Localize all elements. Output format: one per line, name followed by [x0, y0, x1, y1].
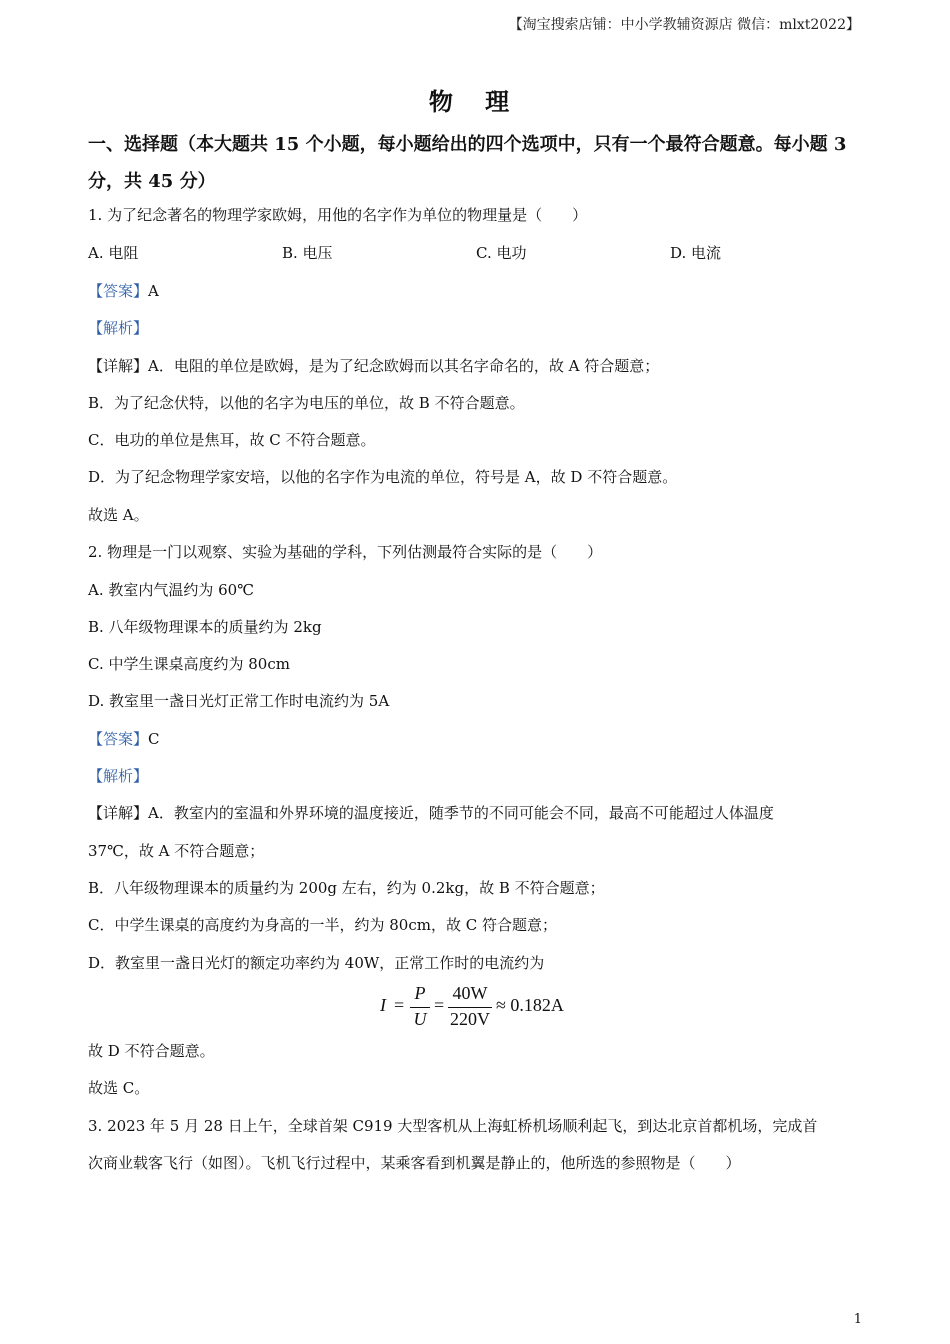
fraction-bar-2: [448, 1007, 492, 1008]
formula-denominator-1: U: [413, 1009, 427, 1029]
formula-equals-1: =: [394, 995, 405, 1015]
formula-numerator-1: P: [414, 983, 426, 1003]
q2-after-formula: 故 D 不符合题意。: [88, 1042, 215, 1060]
q2-option-a: A. 教室内气温约为 60℃: [88, 581, 255, 599]
page-number: 1: [853, 1312, 862, 1327]
q2-option-c: C. 中学生课桌高度约为 80cm: [88, 655, 290, 673]
answer-tag: 【答案】: [88, 282, 149, 300]
q1-stem: 1. 为了纪念著名的物理学家欧姆，用他的名字作为单位的物理量是（ ）: [88, 206, 588, 224]
page-title: 物 理: [428, 87, 522, 116]
detail-tag: 【详解】: [88, 357, 149, 375]
q1-option-a: A. 电阻: [88, 244, 139, 262]
q2-answer-value: C: [148, 730, 160, 748]
q1-answer: [88, 279, 868, 303]
q1-analysis-tag: 【解析】: [88, 319, 149, 337]
q2-option-b: B. 八年级物理课本的质量约为 2kg: [88, 618, 322, 636]
fraction-bar-1: [410, 1007, 430, 1008]
q2-analysis-tag: 【解析】: [88, 767, 149, 785]
q2-detail-1: [88, 801, 868, 825]
q1-detail-3: C．电功的单位是焦耳，故 C 不符合题意。: [88, 431, 376, 449]
q1-option-b: B. 电压: [282, 244, 333, 262]
section-heading: 一、选择题（本大题共 15 个小题，每小题给出的四个选项中，只有一个最符合题意。每小题 3 分，共 45 分）: [88, 134, 847, 192]
current-formula: [380, 983, 600, 1033]
q1-detail-text-1: A．电阻的单位是欧姆，是为了纪念欧姆而以其名字命名的，故 A 符合题意；: [148, 357, 660, 375]
q2-stem: 2. 物理是一门以观察、实验为基础的学科，下列估测最符合实际的是（ ）: [88, 543, 603, 561]
q2-answer: [88, 727, 868, 751]
q2-detail-4: C．中学生课桌的高度约为身高的一半，约为 80cm，故 C 符合题意；: [88, 916, 557, 934]
detail-tag: 【详解】: [88, 804, 149, 822]
q2-conclusion: 故选 C。: [88, 1079, 150, 1097]
q2-option-d: D. 教室里一盏日光灯正常工作时电流约为 5A: [88, 692, 390, 710]
q1-conclusion: 故选 A。: [88, 506, 149, 524]
formula-denominator-2: 220V: [450, 1009, 490, 1029]
formula-result: ≈ 0.182A: [496, 995, 564, 1015]
header-note: 【淘宝搜索店铺：中小学教辅资源店 微信：mlxt2022】: [508, 17, 860, 33]
q1-answer-value: A: [148, 282, 159, 300]
q1-option-d: D. 电流: [670, 244, 722, 262]
q2-detail-5: D．教室里一盏日光灯的额定功率约为 40W，正常工作时的电流约为: [88, 954, 545, 972]
q3-stem-line-2: 次商业载客飞行（如图）。飞机飞行过程中，某乘客看到机翼是静止的，他所选的参照物是（ ）: [88, 1154, 741, 1172]
formula-equals-2: =: [434, 995, 445, 1015]
formula-lhs: I: [380, 995, 386, 1015]
answer-tag: 【答案】: [88, 730, 149, 748]
q1-option-c: C. 电功: [476, 244, 527, 262]
formula-numerator-2: 40W: [452, 983, 488, 1003]
q2-detail-3: B．八年级物理课本的质量约为 200g 左右，约为 0.2kg，故 B 不符合题意；: [88, 879, 605, 897]
q1-detail-2: B．为了纪念伏特，以他的名字为电压的单位，故 B 不符合题意。: [88, 394, 525, 412]
q2-detail-text-1: A．教室内的室温和外界环境的温度接近，随季节的不同可能会不同，最高不可能超过人体温度: [148, 804, 774, 822]
q3-stem-line-1: 3. 2023 年 5 月 28 日上午，全球首架 C919 大型客机从上海虹桥机场顺利起飞，到达北京首都机场，完成首: [88, 1117, 818, 1135]
q1-detail-4: D．为了纪念物理学家安培，以他的名字作为电流的单位，符号是 A，故 D 不符合题意。: [88, 468, 678, 486]
q2-detail-2: 37℃，故 A 不符合题意；: [88, 842, 265, 860]
q1-detail-1: [88, 354, 868, 378]
